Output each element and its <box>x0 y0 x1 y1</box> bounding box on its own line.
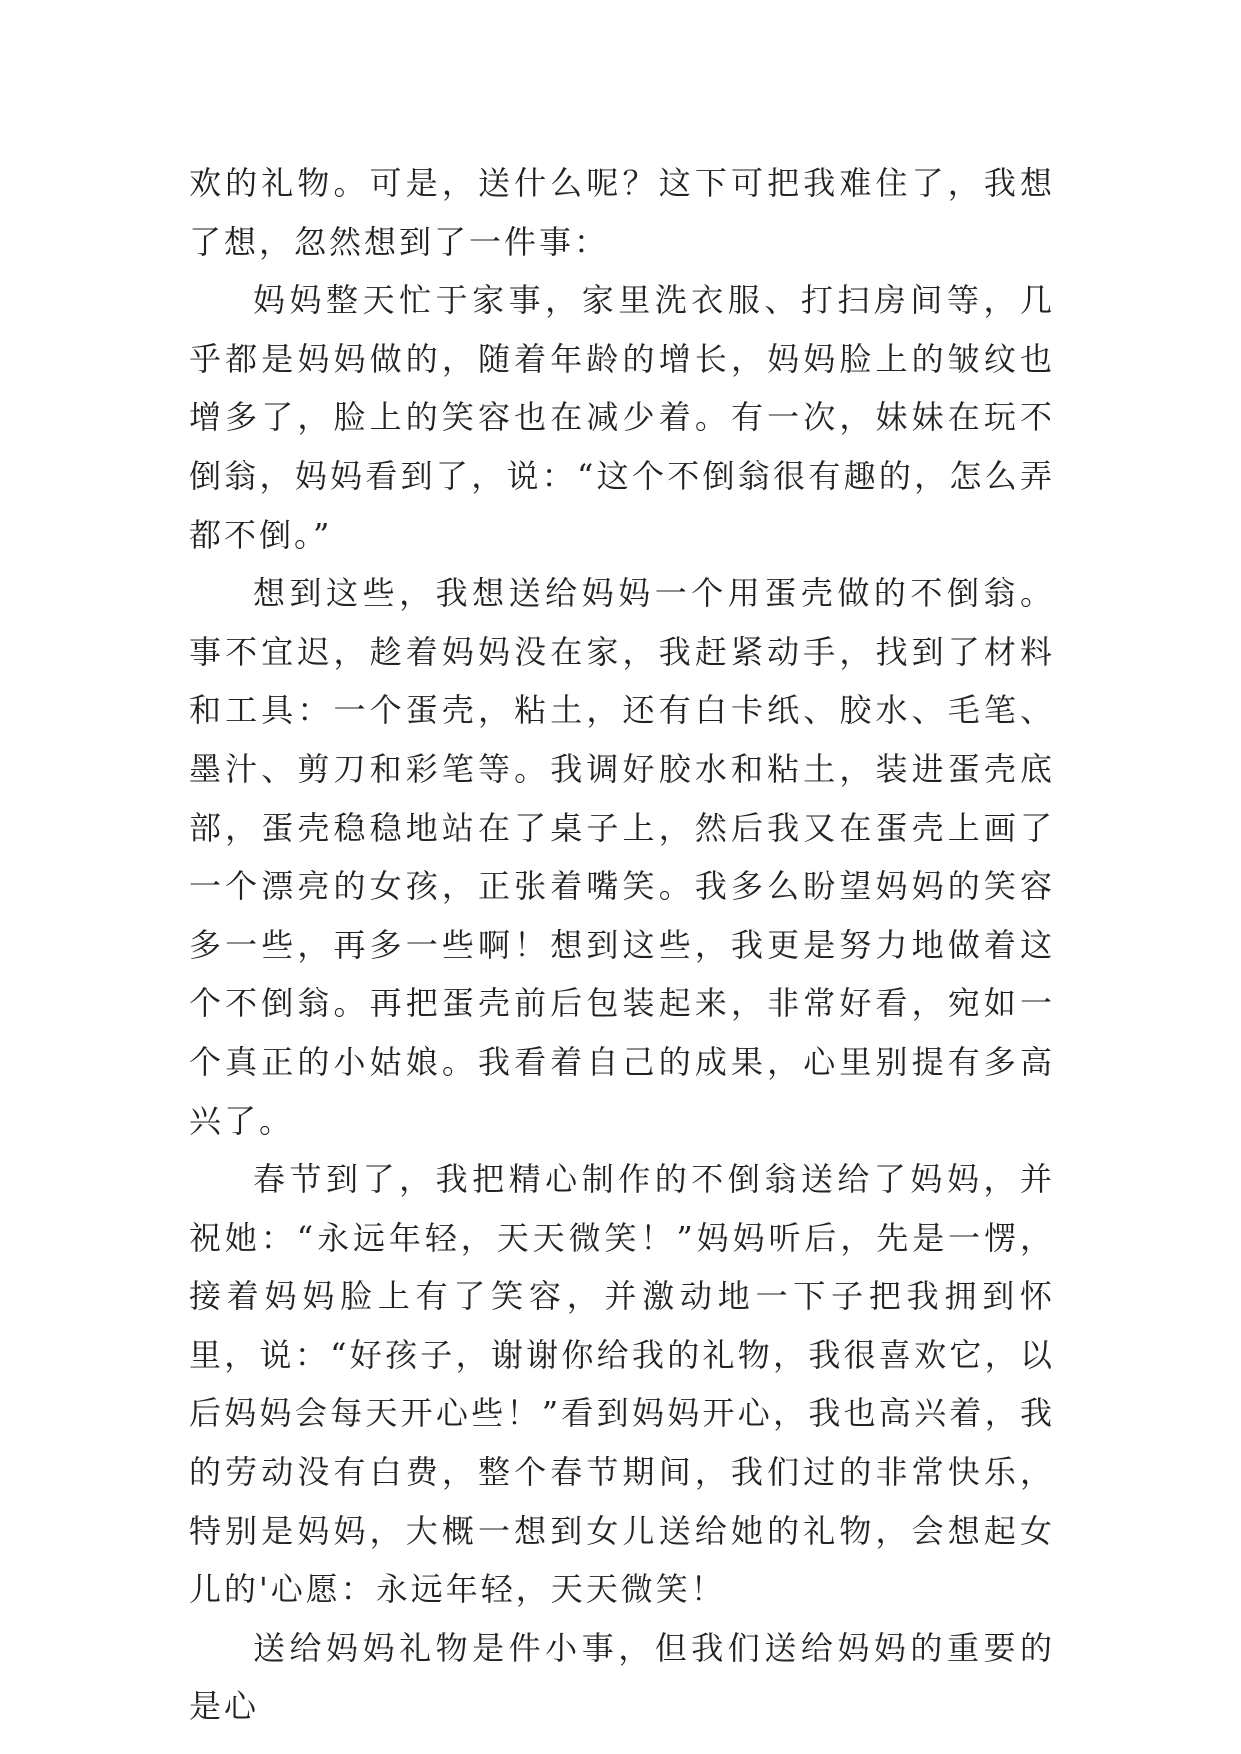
paragraph: 妈妈整天忙于家事，家里洗衣服、打扫房间等，几乎都是妈妈做的，随着年龄的增长，妈妈脸上的皱纹也增多了，脸上的笑容也在减少着。有一次，妹妹在玩不倒翁，妈妈看到了，说：“这个不倒翁很有趣的，怎么弄都不倒。” <box>189 281 1055 554</box>
paragraph-continuation: 欢的礼物。可是，送什么呢？这下可把我难住了，我想了想，忽然想到了一件事： <box>189 164 1055 261</box>
body-text <box>189 154 1055 1736</box>
paragraph: 送给妈妈礼物是件小事，但我们送给妈妈的重要的是心 <box>189 1628 1055 1726</box>
paragraph: 春节到了，我把精心制作的不倒翁送给了妈妈，并祝她：“永远年轻，天天微笑！”妈妈听后，先是一愣，接着妈妈脸上有了笑容，并激动地一下子把我拥到怀里，说：“好孩子，谢谢你给我的礼物，我很喜欢它，以后妈妈会每天开心些！”看到妈妈开心，我也高兴着，我的劳动没有白费，整个春节期间，我们过的非常快乐，特别是妈妈，大概一想到女儿送给她的礼物，会想起女儿的'心愿：永远年轻，天天微笑！ <box>189 1160 1055 1609</box>
paragraph: 想到这些，我想送给妈妈一个用蛋壳做的不倒翁。事不宜迟，趁着妈妈没在家，我赶紧动手，找到了材料和工具：一个蛋壳，粘土，还有白卡纸、胶水、毛笔、墨汁、剪刀和彩笔等。我调好胶水和粘土，装进蛋壳底部，蛋壳稳稳地站在了桌子上，然后我又在蛋壳上画了一个漂亮的女孩，正张着嘴笑。我多么盼望妈妈的笑容多一些，再多一些啊！想到这些，我更是努力地做着这个不倒翁。再把蛋壳前后包装起来，非常好看，宛如一个真正的小姑娘。我看着自己的成果，心里别提有多高兴了。 <box>189 574 1055 1140</box>
